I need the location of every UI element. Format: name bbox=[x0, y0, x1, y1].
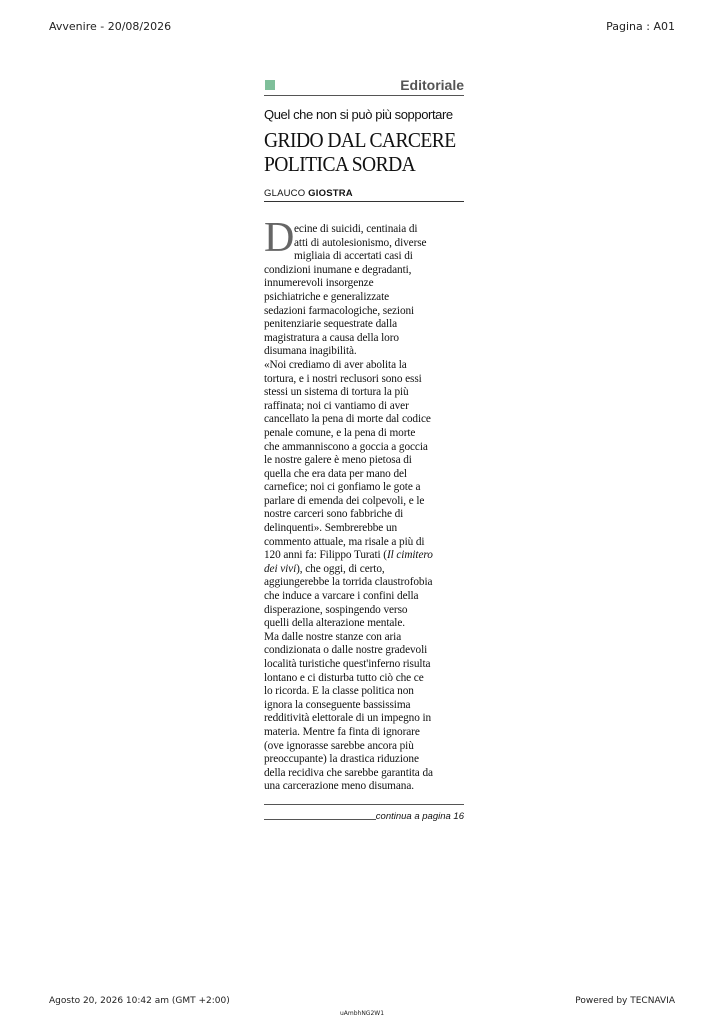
section-label: Editoriale bbox=[400, 77, 464, 93]
body-line: delinquenti». Sembrerebbe un bbox=[264, 522, 398, 535]
body-line: disumana inagibilità. bbox=[264, 345, 357, 358]
body-line: aggiungerebbe la torrida claustrofobia bbox=[264, 576, 433, 589]
section-header bbox=[264, 77, 464, 96]
body-line: «Noi crediamo di aver abolita la bbox=[264, 358, 407, 371]
body-line-part: ), che oggi, di certo, bbox=[296, 562, 385, 575]
body-line: preoccupante) la drastica riduzione bbox=[264, 753, 419, 766]
body-line: Ma dalle nostre stanze con aria bbox=[264, 630, 402, 643]
author-first-name: GLAUCO bbox=[264, 188, 306, 199]
body-line: disperazione, sospingendo verso bbox=[264, 603, 408, 616]
body-line: commento attuale, ma risale a più di bbox=[264, 535, 425, 548]
document-code: uAmbhNG2W1 bbox=[339, 1010, 385, 1017]
article-body bbox=[264, 215, 464, 794]
body-line: (ove ignorasse sarebbe ancora più bbox=[264, 739, 414, 752]
body-line-with-title bbox=[264, 563, 464, 577]
article bbox=[264, 77, 464, 823]
body-line: carnefice; noi ci gonfiamo le gote a bbox=[264, 481, 421, 494]
body-line: le nostre galere è meno pietosa di bbox=[264, 454, 412, 467]
headline-line-1: GRIDO DAL CARCERE bbox=[264, 128, 456, 152]
print-timestamp: Agosto 20, 2026 10:42 am (GMT +2:00) bbox=[49, 996, 230, 1006]
body-line: che ammanniscono a goccia a goccia bbox=[264, 440, 428, 453]
body-line: ignora la conseguente bassissima bbox=[264, 698, 411, 711]
body-line: una carcerazione meno disumana. bbox=[264, 780, 414, 793]
body-line: atti di autolesionismo, diverse bbox=[294, 236, 427, 249]
body-line: raffinata; noi ci vantiamo di aver bbox=[264, 399, 409, 412]
body-line: sedazioni farmacologiche, sezioni bbox=[264, 304, 415, 317]
body-line: della recidiva che sarebbe garantita da bbox=[264, 766, 433, 779]
body-line: stessi un sistema di tortura la più bbox=[264, 386, 409, 399]
body-line: lontano e ci disturba tutto ciò che ce bbox=[264, 671, 424, 684]
body-line: condizionata o dalle nostre gradevoli bbox=[264, 644, 428, 657]
body-line-part: 120 anni fa: Filippo Turati ( bbox=[264, 549, 387, 562]
body-line: tortura, e i nostri reclusori sono essi bbox=[264, 372, 422, 385]
body-line: magistratura a causa della loro bbox=[264, 331, 399, 344]
continuation-note[interactable] bbox=[264, 811, 464, 823]
body-line: cancellato la pena di morte dal codice bbox=[264, 413, 431, 426]
article-headline bbox=[264, 128, 456, 176]
body-line: innumerevoli insorgenze bbox=[264, 277, 374, 290]
body-line: materia. Mentre fa finta di ignorare bbox=[264, 725, 420, 738]
byline bbox=[264, 188, 464, 202]
book-title: Il cimitero bbox=[386, 549, 433, 562]
continuation-rule bbox=[264, 819, 376, 820]
body-line: condizioni inumane e degradanti, bbox=[264, 263, 412, 276]
body-line: località turistiche quest'inferno risulta bbox=[264, 658, 431, 670]
section-marker-icon bbox=[265, 80, 275, 90]
body-line: penitenziarie sequestrate dalla bbox=[264, 318, 398, 331]
author-last-name: GIOSTRA bbox=[308, 188, 353, 199]
body-line: che induce a varcare i confini della bbox=[264, 590, 419, 603]
body-line: parlare di emenda dei colpevoli, e le bbox=[264, 494, 425, 507]
article-kicker: Quel che non si può più sopportare bbox=[264, 107, 453, 122]
body-line: migliaia di accertati casi di bbox=[294, 250, 413, 263]
powered-by: Powered by TECNAVIA bbox=[575, 996, 675, 1006]
body-line: penale comune, e la pena di morte bbox=[264, 426, 416, 439]
continue-link[interactable]: continua a pagina 16 bbox=[375, 810, 464, 822]
newspaper-source: Avvenire - 20/08/2026 bbox=[49, 20, 172, 33]
body-line: quella che era data per mano del bbox=[264, 467, 407, 480]
body-line: nostre carceri sono fabbriche di bbox=[264, 508, 404, 521]
body-line: ecine di suicidi, centinaia di bbox=[294, 223, 418, 235]
article-end-rule bbox=[264, 804, 464, 805]
headline-line-2: POLITICA SORDA bbox=[264, 152, 416, 176]
page-number: Pagina : A01 bbox=[606, 20, 675, 33]
body-line: redditività elettorale di un impegno in bbox=[264, 712, 432, 725]
drop-cap: D bbox=[264, 215, 295, 261]
body-line: lo ricorda. E la classe politica non bbox=[264, 685, 414, 698]
body-line: psichiatriche e generalizzate bbox=[264, 290, 390, 303]
book-title-continued: dei vivi bbox=[264, 562, 297, 575]
body-line-with-title bbox=[264, 549, 464, 563]
body-line: quelli della alterazione mentale. bbox=[264, 617, 405, 630]
